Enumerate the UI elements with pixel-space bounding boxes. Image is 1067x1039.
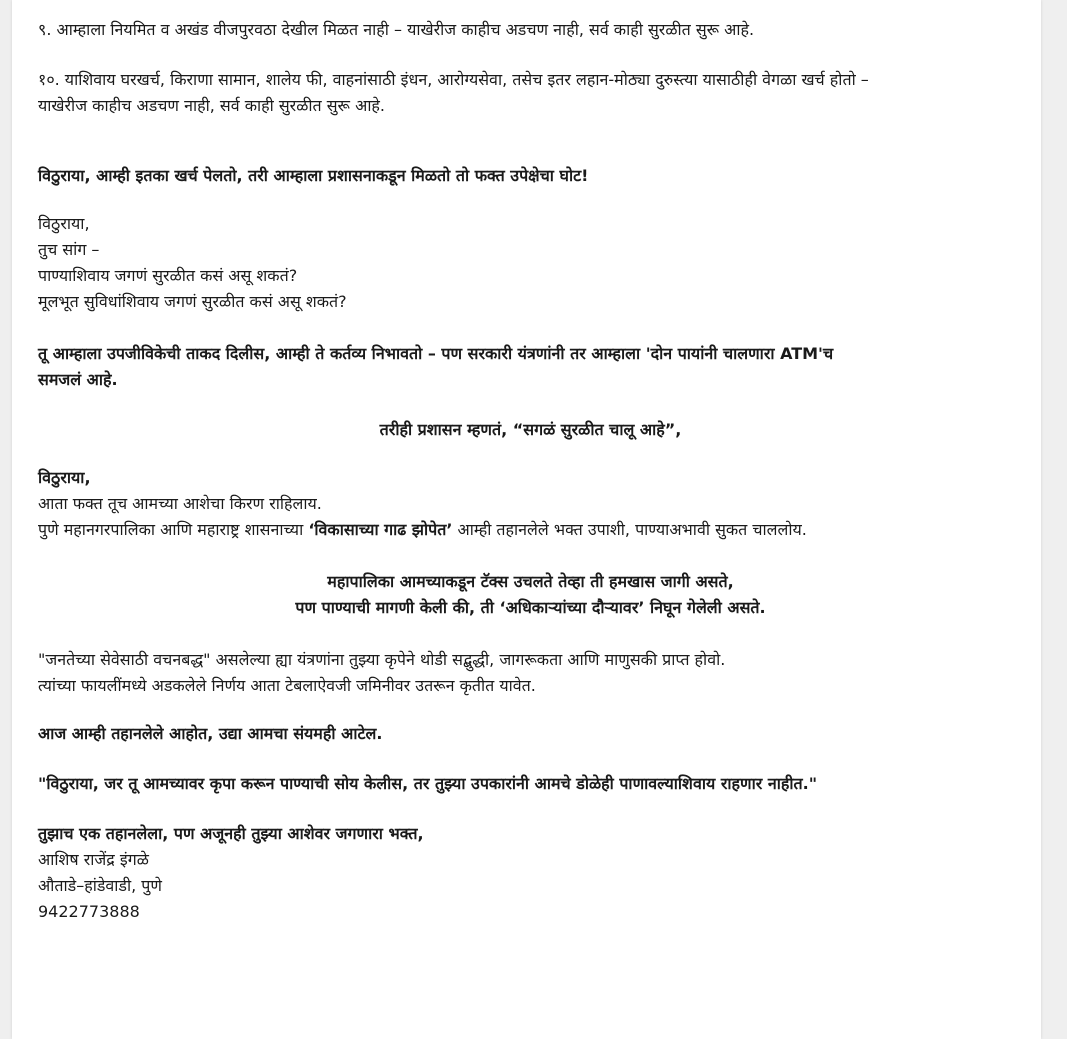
list-item-10-line-1: १०. याशिवाय घरखर्च, किराणा सामान, शालेय फी, वाहनांसाठी इंधन, आरोग्यसेवा, तसेच इतर लहान-मोठ्या दुरुस्त्या यासाठीही वेगळा खर्च होतो – (38, 70, 869, 89)
document-page (12, 0, 1041, 1039)
prayer-line-1: "जनतेच्या सेवेसाठी वचनबद्ध" असलेल्या ह्या यंत्रणांना तुझ्या कृपेने थोडी सद्बुद्धी, जागरूकता आणि माणुसकी प्राप्त होवो. (38, 650, 726, 669)
question-facilities: मूलभूत सुविधांशिवाय जगणं सुरळीत कसं असू शकतं? (38, 292, 347, 311)
hope-line: आता फक्त तूच आमच्या आशेचा किरण राहिलाय. (38, 494, 322, 513)
list-item-10-line-2: याखेरीज काहीच अडचण नाही, सर्व काही सुरळीत सुरू आहे. (38, 96, 386, 115)
salutation: विठुराया, (38, 214, 90, 233)
thirsty-statement: आज आम्ही तहानलेले आहोत, उद्या आमचा संयमही आटेल. (38, 724, 383, 743)
expense-statement: विठुराया, आम्ही इतका खर्च पेलतो, तरी आम्हाला प्रशासनाकडून मिळतो तो फक्त उपेक्षेचा घोट! (38, 166, 589, 185)
atm-statement-line-1: तू आम्हाला उपजीविकेची ताकद दिलीस, आम्ही ते कर्तव्य निभावतो – पण सरकारी यंत्रणांनी तर आम्हाला 'दोन पायांनी चालणारा ATM'च (38, 344, 834, 363)
tax-line-2: पण पाण्याची मागणी केली की, ती ‘अधिकाऱ्यांच्या दौऱ्यावर’ निघून गेलेली असते. (295, 598, 766, 617)
atm-statement-line-2: समजलं आहे. (38, 370, 118, 389)
tax-line-1: महापालिका आमच्याकडून टॅक्स उचलते तेव्हा ती हमखास जागी असते, (327, 572, 734, 591)
list-item-9: ९. आम्हाला नियमित व अखंड वीजपुरवठा देखील मिळत नाही – याखेरीज काहीच अडचण नाही, सर्व काही सुरळीत सुरू आहे. (38, 20, 755, 39)
pune-line (38, 518, 1023, 542)
signature-closing: तुझाच एक तहानलेला, पण अजूनही तुझ्या आशेवर जगणारा भक्त, (38, 824, 424, 843)
quote-statement: "विठुराया, जर तू आमच्यावर कृपा करून पाण्याची सोय केलीस, तर तुझ्या उपकारांनी आमचे डोळेही पाणावल्याशिवाय राहणार नाहीत." (38, 774, 818, 793)
pune-line-end: आम्ही तहानलेले भक्त उपाशी, पाण्याअभावी सुकत चाललोय. (452, 520, 807, 539)
pune-line-start: पुणे महानगरपालिका आणि महाराष्ट्र शासनाच्या (38, 520, 309, 539)
tell-me-line: तुच सांग – (38, 240, 100, 259)
question-water: पाण्याशिवाय जगणं सुरळीत कसं असू शकतं? (38, 266, 298, 285)
admin-says-centered: तरीही प्रशासन म्हणतं, “सगळं सुरळीत चालू आहे”, (379, 420, 682, 439)
pune-line-emphasis: ‘विकासाच्या गाढ झोपेत’ (308, 520, 453, 539)
signature-place: औताडे–हांडेवाडी, पुणे (38, 876, 162, 895)
signature-phone: 9422773888 (38, 902, 140, 921)
prayer-line-2: त्यांच्या फायलींमध्ये अडकलेले निर्णय आता टेबलाऐवजी जमिनीवर उतरून कृतीत यावेत. (38, 676, 536, 695)
signature-name: आशिष राजेंद्र इंगळे (38, 850, 149, 869)
salutation-2: विठुराया, (38, 468, 91, 487)
